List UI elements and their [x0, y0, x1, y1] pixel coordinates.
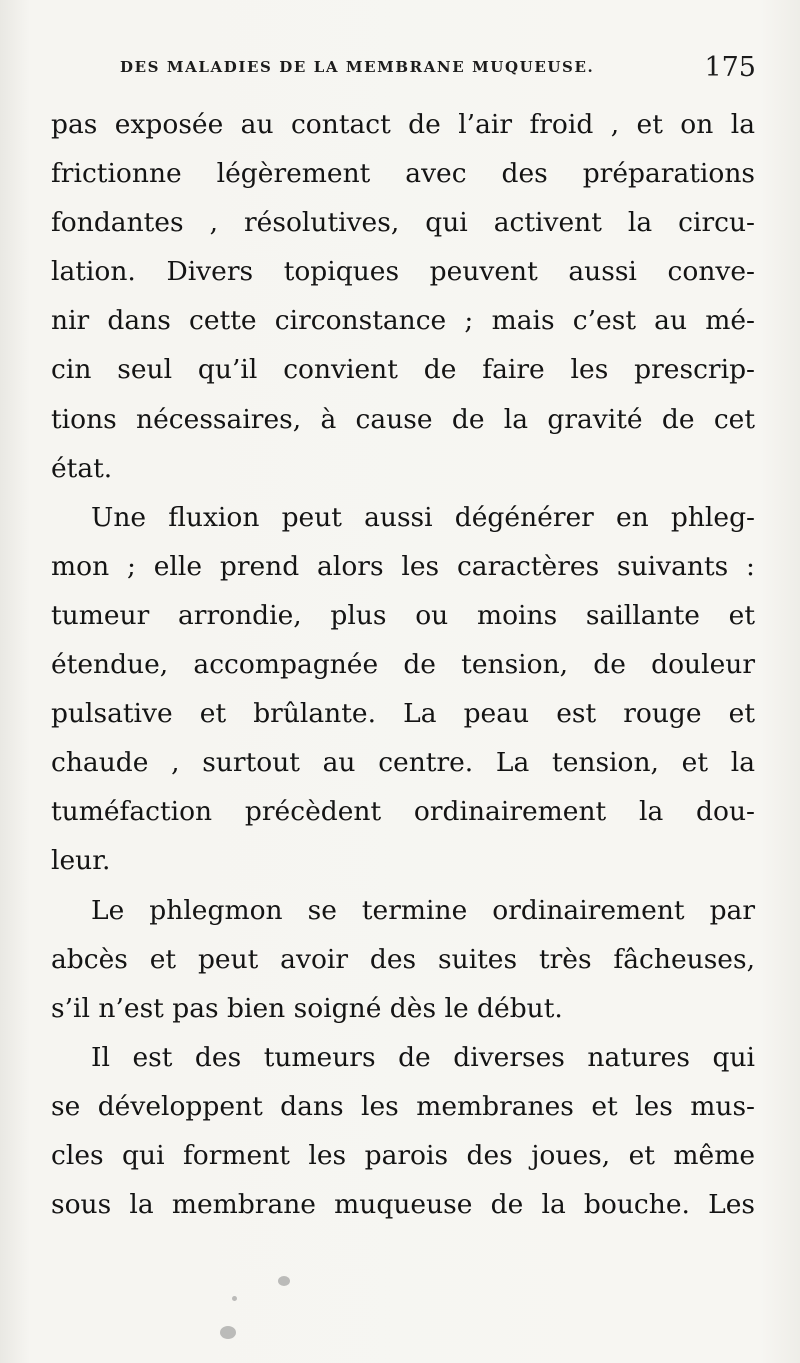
body-text — [51, 100, 755, 1229]
text-line: pas exposée au contact de l’air froid , et on la — [51, 109, 755, 140]
text-line: sous la membrane muqueuse de la bouche. Les — [51, 1189, 755, 1221]
text-line: fondantes , résolutives, qui activent la circu- — [51, 207, 755, 239]
text-line: état. — [51, 452, 113, 484]
running-head: DES MALADIES DE LA MEMBRANE MUQUEUSE. — [120, 58, 595, 76]
text-line: tions nécessaires, à cause de la gravité de cet — [51, 403, 755, 435]
text-line: mon ; elle prend alors les caractères suivants : — [51, 550, 755, 582]
text-line: se développent dans les membranes et les mus- — [51, 1090, 755, 1122]
text-line: cin seul qu’il convient de faire les prescrip- — [51, 354, 755, 386]
text-line: leur. — [51, 845, 111, 877]
paper-speck — [278, 1276, 290, 1286]
text-line: s’il n’est pas bien soigné dès le début. — [51, 992, 563, 1024]
text-line: étendue, accompagnée de tension, de douleur — [51, 649, 755, 681]
text-line: nir dans cette circonstance ; mais c’est au mé- — [51, 305, 755, 337]
page-header — [120, 54, 760, 88]
text-line: frictionne légèrement avec des préparations — [51, 158, 755, 190]
text-line: lation. Divers topiques peuvent aussi conve- — [51, 256, 755, 288]
text-line: tuméfaction précèdent ordinairement la dou- — [51, 796, 755, 828]
text-line: Une fluxion peut aussi dégénérer en phleg- — [91, 501, 755, 533]
page-number: 175 — [704, 52, 756, 83]
text-line: Il est des tumeurs de diverses natures qui — [91, 1041, 755, 1073]
text-line: Le phlegmon se termine ordinairement par — [91, 894, 755, 926]
text-line: chaude , surtout au centre. La tension, et la — [51, 747, 755, 779]
text-line: abcès et peut avoir des suites très fâcheuses, — [51, 943, 755, 975]
paper-speck — [232, 1296, 237, 1301]
text-line: pulsative et brûlante. La peau est rouge et — [51, 698, 755, 730]
text-line: cles qui forment les parois des joues, et même — [51, 1139, 755, 1171]
paper-speck — [220, 1326, 236, 1339]
text-line: tumeur arrondie, plus ou moins saillante et — [51, 599, 755, 631]
